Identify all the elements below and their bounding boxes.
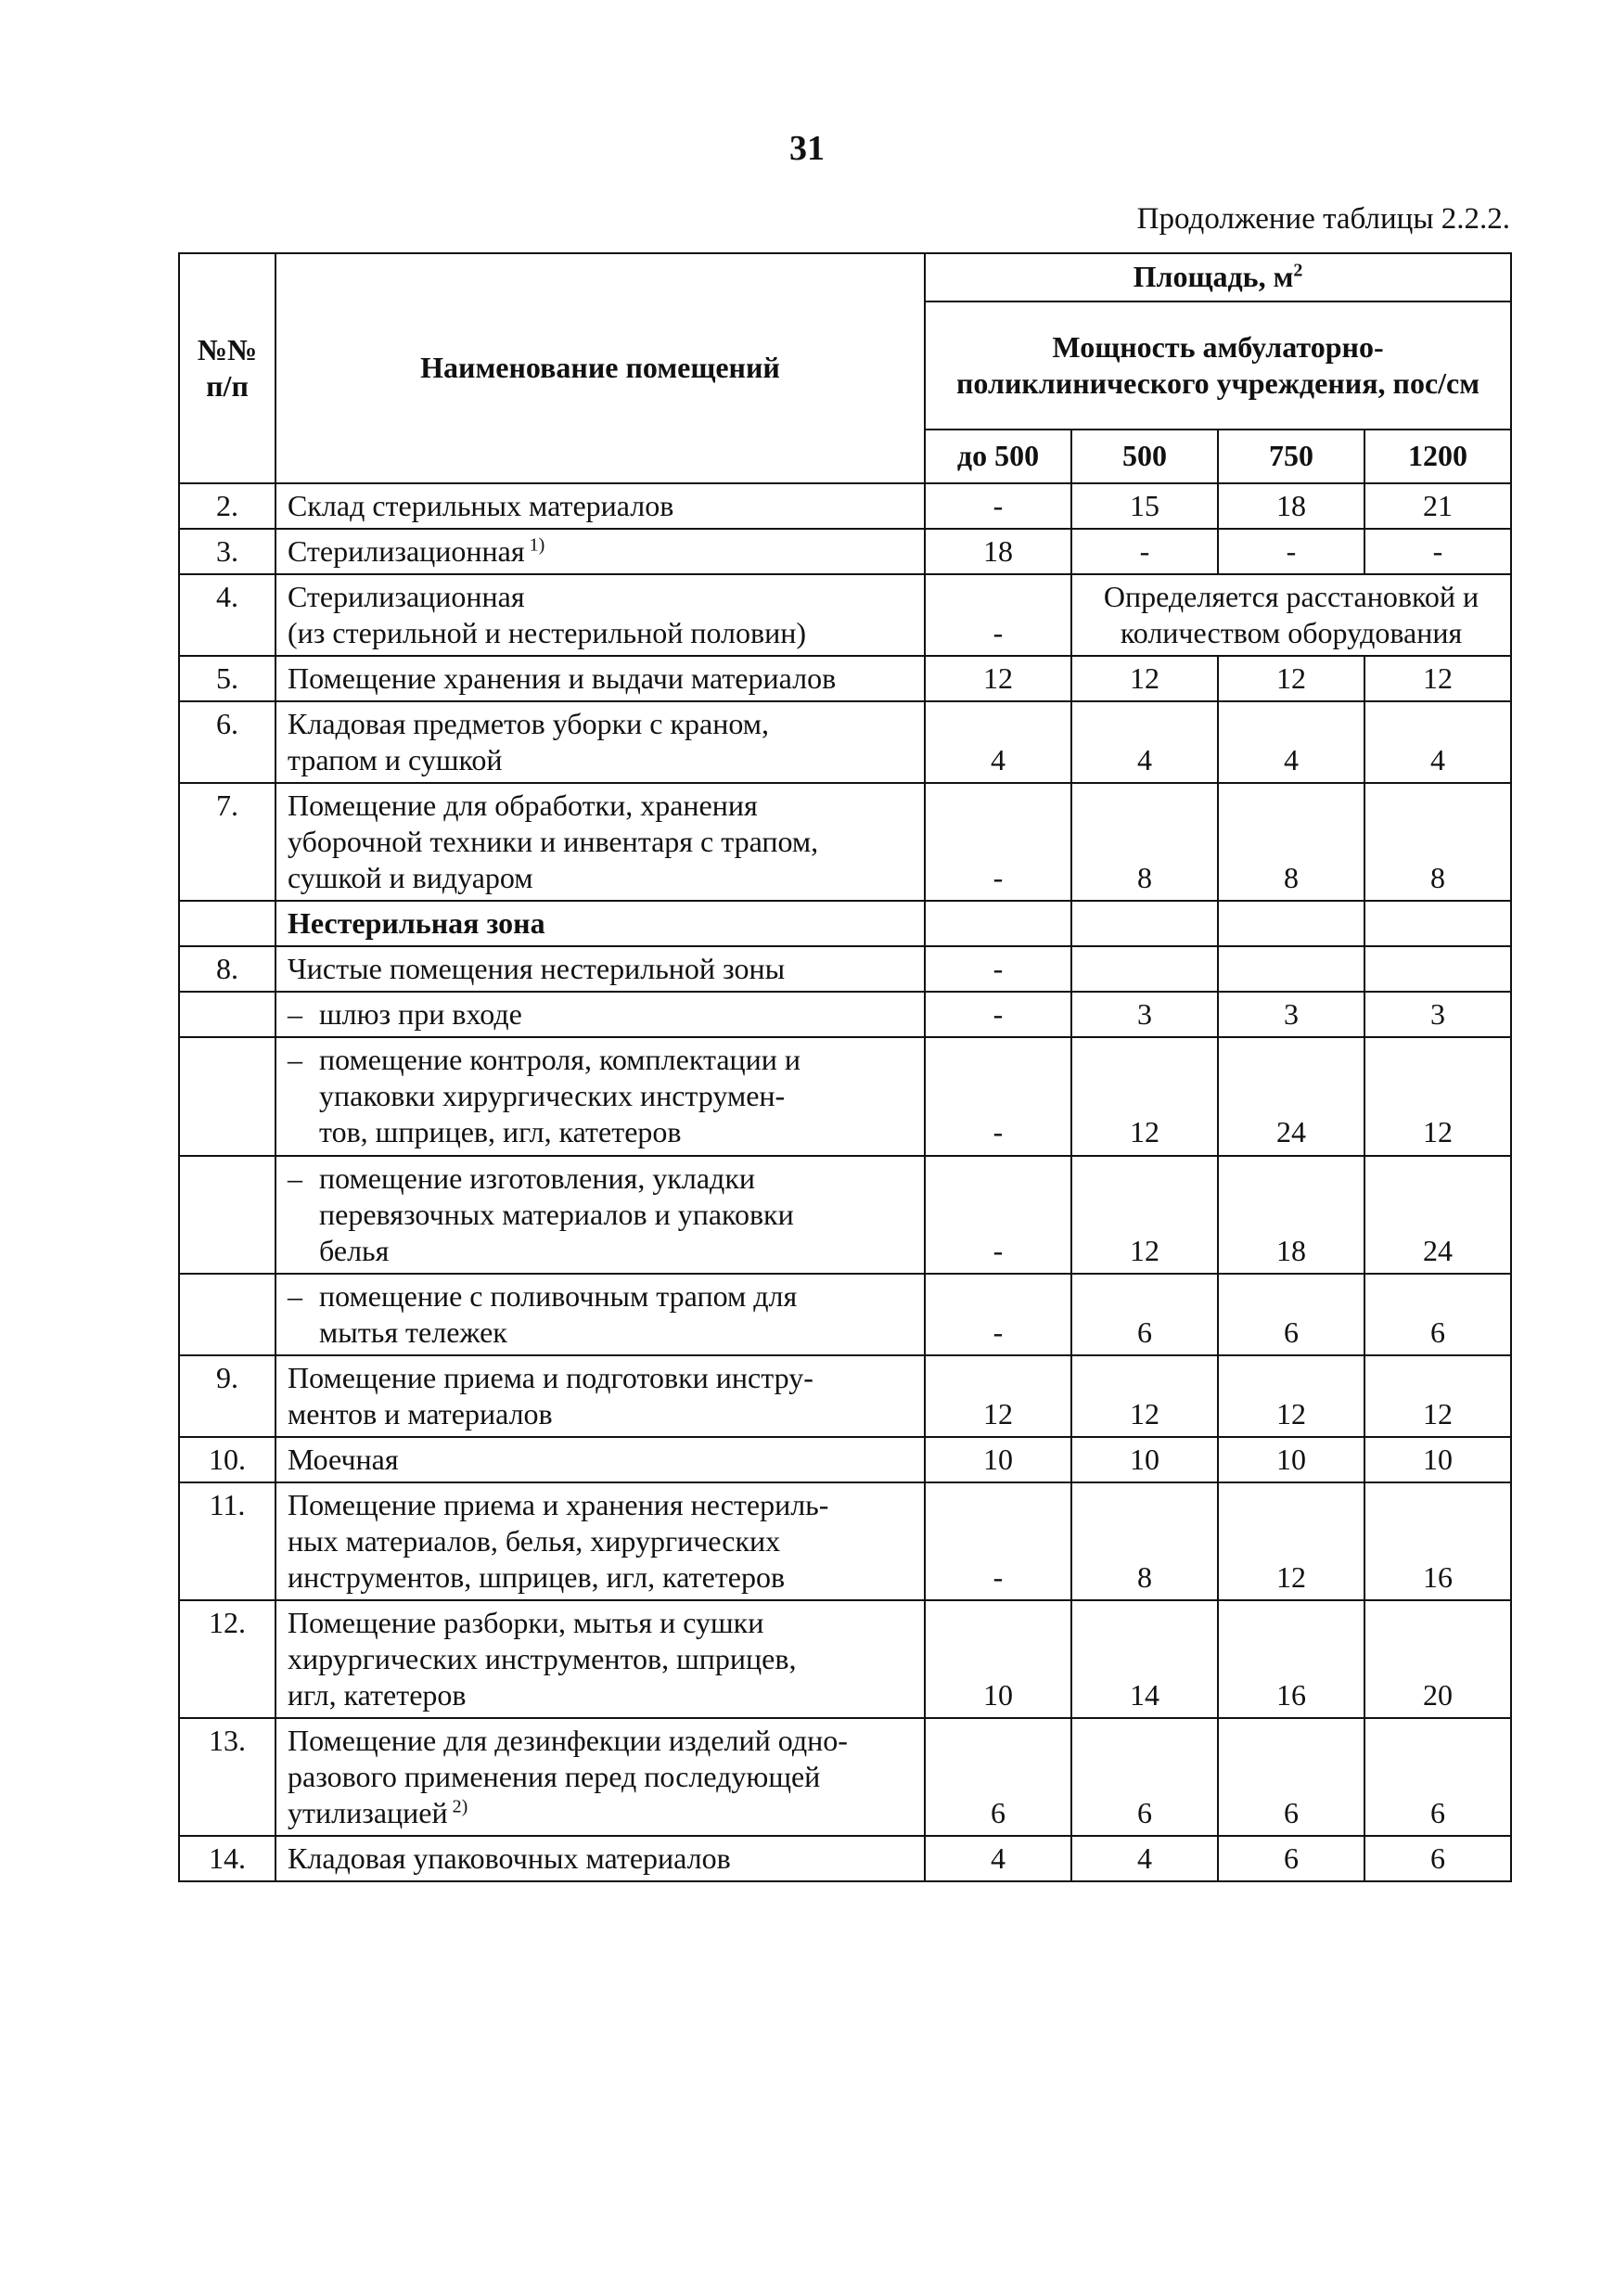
area-value: 6 (1218, 1274, 1364, 1355)
area-value: 12 (1071, 1156, 1218, 1274)
area-value: 12 (1364, 1355, 1511, 1437)
room-name (275, 992, 925, 1037)
room-name-line: инструментов, шприцев, игл, катетеров (288, 1559, 786, 1594)
row-number: 4. (179, 574, 275, 656)
page-number: 31 (789, 129, 825, 168)
area-value (1071, 946, 1218, 992)
room-name-line: уборочной техники и инвентаря с трапом, (288, 825, 819, 859)
header-num: №№ п/п (179, 253, 275, 483)
footnote-ref: 1) (524, 534, 545, 556)
footnote-ref: 2) (447, 1796, 468, 1817)
room-name-line: упаковки хирургических инструмен- (319, 1079, 786, 1113)
table-row (179, 1482, 1511, 1600)
area-value: 8 (1218, 783, 1364, 901)
row-number: 5. (179, 656, 275, 701)
area-value: 6 (1218, 1836, 1364, 1881)
table-continuation-caption: Продолжение таблицы 2.2.2. (1136, 202, 1510, 236)
table-row (179, 1156, 1511, 1274)
room-name-line: белья (319, 1233, 390, 1267)
area-value: 12 (1364, 1037, 1511, 1155)
area-value: 12 (1364, 656, 1511, 701)
list-dash: – (288, 1043, 302, 1077)
room-name-line: – шлюз при входе (288, 996, 913, 1033)
room-name-line: ментов и материалов (288, 1396, 553, 1430)
header-col-2: 500 (1071, 430, 1218, 483)
area-value: 6 (1364, 1274, 1511, 1355)
area-value: 8 (1071, 1482, 1218, 1600)
room-name-line: Кладовая предметов уборки с краном, (288, 707, 769, 741)
row-number: 6. (179, 701, 275, 783)
row-number (179, 901, 275, 946)
row-number: 12. (179, 1600, 275, 1718)
area-value: 12 (1071, 1037, 1218, 1155)
area-value: 24 (1364, 1156, 1511, 1274)
area-value (1218, 946, 1364, 992)
table-row (179, 529, 1511, 574)
table-row (179, 483, 1511, 529)
area-value (1364, 901, 1511, 946)
list-dash: – (288, 1278, 302, 1313)
area-value: 10 (1071, 1437, 1218, 1482)
area-value (1071, 901, 1218, 946)
room-name (275, 1156, 925, 1274)
header-capacity: Мощность амбулаторно-поликлинического учреждения, пос/см (925, 301, 1511, 430)
area-value: 12 (1071, 656, 1218, 701)
row-number (179, 1274, 275, 1355)
header-area: Площадь, $м^2$ (925, 253, 1511, 301)
room-name (275, 1718, 925, 1836)
room-name-line: тов, шприцев, игл, катетеров (319, 1115, 682, 1149)
area-value: - (925, 992, 1071, 1037)
area-value: 21 (1364, 483, 1511, 529)
list-dash: – (288, 1161, 302, 1195)
room-name-line: Склад стерильных материалов (288, 489, 674, 522)
table-row (179, 1718, 1511, 1836)
header-name: Наименование помещений (275, 253, 925, 483)
table-row (179, 1836, 1511, 1881)
area-value: 4 (1071, 1836, 1218, 1881)
area-value: 15 (1071, 483, 1218, 529)
room-name-line: утилизацией $^{2)}$ (288, 1796, 468, 1829)
area-value: 4 (925, 701, 1071, 783)
row-number (179, 1037, 275, 1155)
list-dash: – (288, 997, 302, 1032)
header-col-1: до 500 (925, 430, 1071, 483)
area-value: 10 (925, 1600, 1071, 1718)
room-name-line: Помещение для дезинфекции изделий одно- (288, 1723, 848, 1757)
row-number (179, 992, 275, 1037)
area-value: 20 (1364, 1600, 1511, 1718)
area-value: 16 (1218, 1600, 1364, 1718)
area-value: 18 (1218, 1156, 1364, 1274)
row-number: 7. (179, 783, 275, 901)
area-value: 6 (1071, 1718, 1218, 1836)
area-value: 8 (1071, 783, 1218, 901)
room-name-line: – помещение контроля, комплектации и (288, 1042, 913, 1078)
area-value: 8 (1364, 783, 1511, 901)
area-value: 10 (925, 1437, 1071, 1482)
area-value: - (925, 1274, 1071, 1355)
room-name (275, 1274, 925, 1355)
room-name-line: перевязочных материалов и упаковки (319, 1197, 794, 1231)
room-name-line: Кладовая упаковочных материалов (288, 1841, 731, 1876)
room-name-line: Помещение хранения и выдачи материалов (288, 661, 837, 696)
table-body (179, 483, 1511, 1881)
table-row (179, 574, 1511, 656)
table-row (179, 1274, 1511, 1355)
row-number: 14. (179, 1836, 275, 1881)
merged-note: Определяется расстановкой и количеством оборудования (1071, 574, 1511, 656)
row-number: 9. (179, 1355, 275, 1437)
header-col-3: 750 (1218, 430, 1364, 483)
room-name (275, 1836, 925, 1881)
area-value: 18 (1218, 483, 1364, 529)
area-value: 10 (1218, 1437, 1364, 1482)
table-row (179, 1355, 1511, 1437)
room-name (275, 1437, 925, 1482)
area-value: - (1071, 529, 1218, 574)
row-number: 10. (179, 1437, 275, 1482)
room-name (275, 483, 925, 529)
room-name-line: хирургических инструментов, шприцев, (288, 1641, 797, 1675)
area-value: 4 (1364, 701, 1511, 783)
area-value (925, 901, 1071, 946)
area-value: - (925, 1482, 1071, 1600)
room-name (275, 1600, 925, 1718)
rooms-area-table (178, 252, 1512, 1882)
area-value: 24 (1218, 1037, 1364, 1155)
row-number: 11. (179, 1482, 275, 1600)
area-value: 12 (925, 1355, 1071, 1437)
room-name-line: трапом и сушкой (288, 743, 503, 777)
area-value: 12 (1071, 1355, 1218, 1437)
table-row (179, 1600, 1511, 1718)
table-row (179, 1037, 1511, 1155)
room-name-line: мытья тележек (319, 1315, 507, 1349)
area-value: 4 (1218, 701, 1364, 783)
room-name (275, 1355, 925, 1437)
area-value: - (925, 1156, 1071, 1274)
room-name (275, 783, 925, 901)
table-row (179, 656, 1511, 701)
room-name-line: игл, катетеров (288, 1677, 467, 1712)
area-value: 4 (1071, 701, 1218, 783)
room-name-line: ных материалов, белья, хирургических (288, 1523, 781, 1558)
room-name-line: (из стерильной и нестерильной половин) (288, 616, 807, 650)
table-row (179, 701, 1511, 783)
area-value (1364, 946, 1511, 992)
area-value: 12 (925, 656, 1071, 701)
room-name-line: Моечная (288, 1442, 399, 1476)
room-name-line: сушкой и видуаром (288, 861, 533, 895)
area-value: 6 (1364, 1718, 1511, 1836)
table-row (179, 901, 1511, 946)
room-name-line: Нестерильная зона (288, 906, 545, 941)
area-value: 4 (925, 1836, 1071, 1881)
area-value: - (1218, 529, 1364, 574)
room-name-line: Стерилизационная $^{1)}$ (288, 534, 545, 569)
area-value: 6 (1364, 1836, 1511, 1881)
table-row (179, 992, 1511, 1037)
area-value: 6 (1218, 1718, 1364, 1836)
room-name-line: разового применения перед последующей (288, 1759, 821, 1793)
row-number: 3. (179, 529, 275, 574)
area-value: 12 (1218, 1355, 1364, 1437)
header-col-4: 1200 (1364, 430, 1511, 483)
area-value: 14 (1071, 1600, 1218, 1718)
room-name (275, 574, 925, 656)
area-value: - (925, 574, 1071, 656)
room-name-line: Помещение для обработки, хранения (288, 789, 758, 823)
room-name (275, 656, 925, 701)
room-name (275, 1482, 925, 1600)
table-row (179, 946, 1511, 992)
row-number (179, 1156, 275, 1274)
area-value: 18 (925, 529, 1071, 574)
room-name-line: Помещение разборки, мытья и сушки (288, 1605, 764, 1639)
room-name-line: – помещение изготовления, укладки (288, 1161, 913, 1197)
room-name (275, 529, 925, 574)
area-value: - (925, 946, 1071, 992)
room-name-line: – помещение с поливочным трапом для (288, 1278, 913, 1315)
area-value: 3 (1218, 992, 1364, 1037)
room-name (275, 701, 925, 783)
area-value: 3 (1071, 992, 1218, 1037)
room-name-line: Стерилизационная (288, 580, 525, 614)
row-number: 13. (179, 1718, 275, 1836)
room-name (275, 1037, 925, 1155)
row-number: 2. (179, 483, 275, 529)
room-name-line: Чистые помещения нестерильной зоны (288, 952, 786, 986)
area-value: 6 (1071, 1274, 1218, 1355)
area-value: 6 (925, 1718, 1071, 1836)
area-value: 3 (1364, 992, 1511, 1037)
area-value: - (925, 1037, 1071, 1155)
area-value: - (925, 483, 1071, 529)
area-value: - (1364, 529, 1511, 574)
area-value: 12 (1218, 1482, 1364, 1600)
area-value: 12 (1218, 656, 1364, 701)
room-name-line: Помещение приема и хранения нестериль- (288, 1487, 829, 1521)
table-row (179, 1437, 1511, 1482)
section-heading (275, 901, 925, 946)
area-value: - (925, 783, 1071, 901)
room-name (275, 946, 925, 992)
table-row (179, 783, 1511, 901)
area-value: 10 (1364, 1437, 1511, 1482)
area-value (1218, 901, 1364, 946)
room-name-line: Помещение приема и подготовки инстру- (288, 1360, 813, 1394)
row-number: 8. (179, 946, 275, 992)
area-value: 16 (1364, 1482, 1511, 1600)
